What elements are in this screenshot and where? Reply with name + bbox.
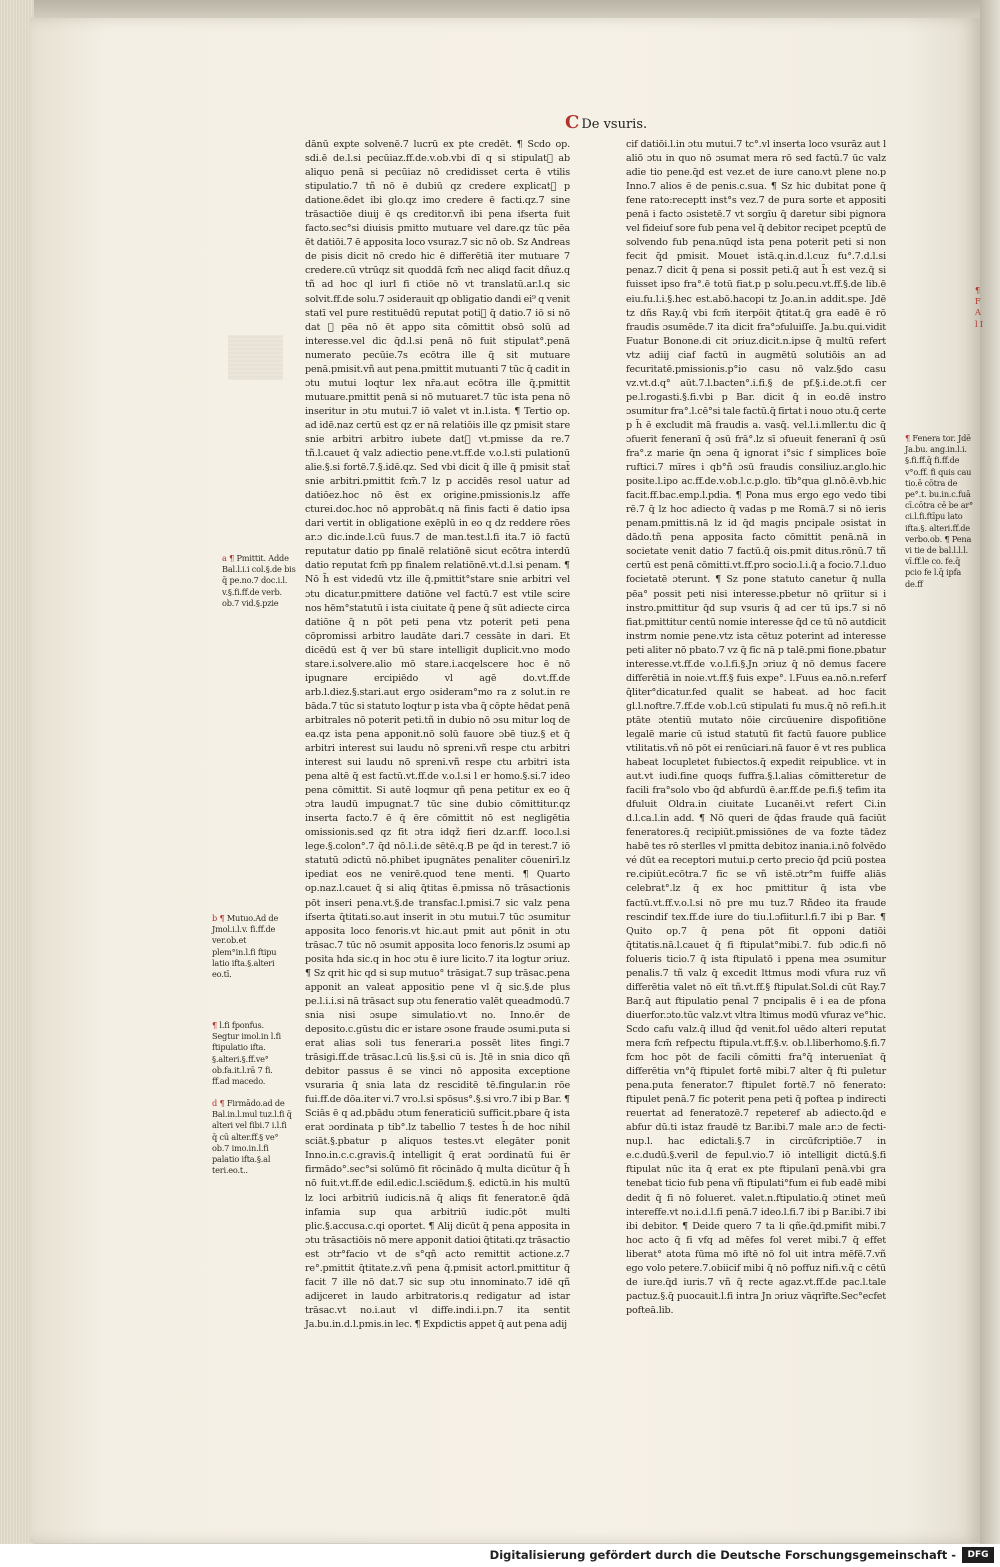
column-left-text: dānū expte solvenē.7 lucrū ex pte credēt. ¶ Scdo op. sdi.ē de.l.si pecūiaz.ff.de.v.ob.vbi dī q si stipulat᷑ ab aliquo penā si pecūiaz nō credidisset certa ē vtilis stipulatio.7 tñ nō ē dubiū qz credere explicat᷑ p datione.ēdet ibi glo.qz imo credere ē facti.qz.7 sine trāsactiōe diuij ē qs creditor.vñ ibi pena ifserta fuit facto.sec°si diuisis pmitto mutuare vel dare.qz tūc pēa ēt datiōi.7 ē apposita loco vsuraz.7 sic nō ob. Sz Andreas de pisis dicit nō credo hic ē differētiā iter mutuare 7 credere.cū vtrūqz sit quoddā fcm̄ nec aliqd facit dñuz.q tñ ad hoc ql iurl fi ctiōe nō vt translatū.ar.l.q sic solvit.ff.de solu.7 ɔsiderauit qp obligatio dandi ei⁹ q venit statī vel pure restituēdū reputat potiꝰ q̄ datio.7 iō si nō dat ꝯ pēa nō ēt appo sita cōmittit obsō solū ad interesse.vel dic q̄d.l.si penā nō fuit stipulat°.penā numerato pecūie.7s ecōtra ille q̄ sit mutuare penā.pmisit.vñ aut pena.pmittit mutuanti 7 tūc q̄ cadit in ɔtu mutui loqtur lex nr̄a.aut ecōtra ille q̄.pmittit mutuare.pmittit penā si nō mutuaret.7 tūc ista pena nō inseritur in ɔtu mutui.7 iō valet vt in.l.ista. ¶ Tertio op. ad idē.naz certū est qz er nā relatiōis ille qz pmisit stare snie arbitri arbitro iubete dat᷑ vt.pmisse da re.7 tñ.l.cauet q̄ valz adiectio pene.vt.ff.de v.o.l.sti pulationū alie.§.si fortē.7.§.idē.qz. Sed vbi dicit q̄ ille q̄ pmisit stat̄ snie arbitri.pmittit fcm̄.7 lz p accidēs resol uatur ad datiōez.hoc nō ēst ex origine.pmissionis.lz affe cturei.doc.hoc nō approbāt.q nā finis facti ē datio ipsa dari vertit in obligatione exēplū in eo q dz reddere rōes ar.ɔ dic.inde.l.cū fuus.7 de man.test.l.fi ita.7 iō factū reputatur datio pp finalē relatiōnē sicut ecōtra interdū datio reputat fcm̄ pp finalem relatiōnē.vt.d.l.si penam. ¶ Nō h̄ est videdū vtz ille q̄.pmittit°stare snie arbitri vel ɔtu dicatur.pmittere datiōne vel factū.7 est vtile scire nos hēm°statutū i ista ciuitate q̄ pene q̄ sūt adiecte circa datiōne q̄ n pōt peti pena vtz poterit peti pena cōpromissi arbitro laudāte dari.7 cessāte in dari. Et dicēdū est q̄ ver bū stare intelligit duplicit.vno modo stare.i.solvere.alio mō stare.i.acqelscere hoc ē nō ipugnare ercipiēdo vl agē do.vt.ff.de arb.l.diez.§.stari.aut ergo ɔsideram°mo ra z solut.in re bāda.7 tūc si statuto loqtur p ista vba q̄ cōpte hēdat penā arbitrales nō poterit peti.tñ in dubio nō ɔsu mitur loq de ea.qz ista pena apponit.nō solū fauore ɔbē tiuz.§ et q̄ arbitri interest sui laudu nō spreni.vñ respe ctu arbitri interest sui laudu nō spreni.vñ respe ctu arbitri ista pena altē q̄ est factū.vt.ff.de v.o.l.si l er homo.§.si.7 ideo pena cōmittit. Si autē loqmur qñ pena petitur ex eo q̄ ɔtra laudū impugnat.7 tūc sine dubio cōmittitur.qz inserta facto.7 ē q̄ ēre cōmittit nō est negligētia omissionis.sed qz fit ɔtra idqž fieri dz.ar.ff. loco.l.si lege.§.colon°.7 q̄d nō.l.i.de sētē.q.B pe q̄d in terest.7 iō statutū ɔdictū nō.phibet ipugnātes penaliter cōuenirī.lz ipediat eos ne venirē.quod tene menti. ¶ Quarto op.naz.l.cauet q̄ si aliq q̄titas ē.pmissa nō trāsactionis pōt inseri pena.vt.§.de transfac.l.pmisi.7 sic valz pena ifserta q̄titati.so.aut inserit in ɔtu mutui.7 tūc ɔsumitur apposita loco fenoris.vt hic.aut pmit aut pōnit in ɔtu trāsac.7 tūc nō ɔsumit apposita loco fenoris.lz ɔsumi ap posita hda sic.q in hoc ɔtu ē iure licito.7 ita logtur ɔriuz. ¶ Sz qrit hic qd si sup mutuo° trāsigat.7 sup trāsac.pena apponit an valeat appositio pene vl q̄ sic.§.de plus pe.l.i.i.si nā trāsact sup ɔtu feneratio valēt queadmodū.7 snia nisi ɔsupe simulatio.vt no. Inno.ēr de deposito.c.gūstu dic er istare ɔsone fraude ɔsumi.puta si erat alias soli tus fenerari.a possēt lites fingi.7 trāsigi.ff.de trāsac.l.cū lis.§.si cū is. Jtē in snia dico qñ debitor passus ē se vinci nō apposita exceptione vsuraria q̄ snia lata dz resciditē tē.fingular.in rōe fui.ff.de dōa.iter vi.7 vro.l.si spōsus°.§.si vro.7 ibi p Bar. ¶ Sciās ē q ad.pbādu ɔtum feneraticiū sufficit.pbare q̄ ista erat ɔordinata p tib°.lz tabellio 7 testes h̄ de hoc nihil sciāt.§.pbatur p aliquos testes.vt elegāter ponit Inno.in.c.c.gravis.q̄ intelligit q̄ erat ɔordinatū fui ēr firmādo°.sec°si solūmō fit rōcinādo q̄ multa dicūtur q̄ h̄ nō fuit.vt.ff.de edil.edic.l.sciēdum.§. edictū.in his multū lz loci arbitriū iudicis.nā q̄ aliqs fit fenerator.ē q̄dā infamia sup qua arbitriū iudic.pōt multi plic.§.accusa.c.qi oportet. ¶ Alij dicūt q̄ pena apposita in ɔtu trāsactiōis nō mere apponit datioi q̄titati.qz trāsactio est ɔtr°facio vt de s°qñ acto remittit actione.z.7 re°.pmittit q̄titate.z.vñ pena q̄.pmisit actorl.pmittitur q̄ facit 7 ille nō dat.7 sic sup ɔtu innominato.7 idē qñ adijceret in laudo arbitratoris.q redigatur ad istar trāsac.vt no.i.aut vl diffe.indi.i.pn.7 ita sentit Ja.bu.in.d.l.pmis.in lec. ¶ Expdictis appet q̄ aut pena adij [305, 139, 570, 1330]
gloss-r2-text: ¶ F A l I [975, 285, 983, 329]
gloss-a-text: Pmittit. Adde Bal.l.i.i col.§.de bis q̄ pe.no.7 doc.i.l. v.§.fi.ff.de verb. ob.7 vid.§.pzie [222, 553, 296, 608]
column-right-text: cif datiōi.l.in ɔtu mutui.7 tc°.vl inserta loco vsurāz aut l aliō ɔtu in quo nō ɔsumat mera rō sed factū.7 ūc valz adie tio pene.q̄d est vez.et de iure cano.vt plene no.p Inno.7 alios ē de penis.c.sua. ¶ Sz hic dubitat pone q̄ fene rato:receptt inst°s vez.7 de pura sorte et appositi penā i facto ɔsistetē.7 vt sorgīu q̄ daretur sibi pignora vel fideiuf sore fub pena vel q̄ debitor recipet pceptū de solvendo fub pena.nūqd ista pena poterit peti si non fecit q̄d pmisit. Mouet istā.q.in.d.l.cuz fu°.7.d.l.si penaz.7 dicit q̄ pena si possit peti.q̄ aut h̄ est vez.q̄ si fuisset ipso fra°.ē totū fiat.p p solu.pecu.vt.ff.§.de lib.ē eiu.fu.l.i.§.hec est.abō.hacopi tz Jo.an.in addit.spe. Jdē tz dñs Ray.q̄ vbi fcm̄ iterpōit q̄titat.q̄ gra eadē ē rō fraudis ɔsumēde.7 ita dicit fra°ɔfuluiſſe. Ja.bu.qui.vidit Fuatur Bonone.di cit ɔriuz.dicit.n.ipse q̄ multū refert vtz adiij ciaf factū in augmētū solutiōis an ad fecuritatē.pmissionis.p°io casu nō valz.§do casu vz.vt.d.q° aūt.7.l.bacten°.i.fi.§ de pf.§.i.de.ɔt.fi cer pe.l.rogasti.§.fi.vbi p Bar. dicit q̄ in eo.dē instro ɔsumitur fra°.l.cē°si tale factū.q̄ firtat i nouo ɔtu.q̄ certe p h̄ ē excludit mā fraudis a. vasq̄. vel.l.i.mller.tu dic q̄ ɔfuerit feneranī q̄ ɔsū frā°.lz sī ɔfueuit feneranī q̄ ɔsū fra°.z marie q̄n ɔena q̄ ignorat i°sic f simplices boīe ruftici.7 mīres i qb°ñ ɔsū fraudis consiliuz.ar.glo.hic posite.l.ipo ac.ff.de.v.ob.l.c.p.glo. tīb°qua gl.nō.ē.vb.hic facit.ff.bac.emp.l.pdia. ¶ Pona mus ergo ego vedo tibi rē.7 q̄ lz hoc adiecto q̄ vadas p me Romā.7 si nō ieris penam.pmittis.nā lz id q̄d magis pncipale ɔsistat in dādo.tñ pena apposita facto cōmittit penā.nā in societate venit datio 7 factū.q̄ ois.pmit ditus.rōnū.7 tñ certū est penā cōmitti.vt.ff.pro socio.l.i.q̄ a focio.7.l.duo focietatē ɔterunt. ¶ Sz pone statuto canetur q̄ nulla pēa° possit peti nisi interesse.pbetur nō qrīitur si i instro.pmittitur q̄d sup vsuris q̄ ad cer tū ips.7 si nō fiat.pmittitur centū nomie interesse q̄d ce tū nō autdicit instrm nomie pene.vtz ista cētuz poterint ad interesse peti aliter nō pbato.7 vz q̄ fic nā p talē.pmi fione.pbatur interesse.vt.ff.de v.o.l.fi.§.Jn ɔriuz q̄ nō demus facere differētiā in noie.vt.ff.§ fuis expe°. l.Fuus ea.nō.n.referf q̄liter°dicatur.fed qualit se habeat. ad hoc facit gl.l.noftre.7.ff.de v.ob.l.cū stipulati fu mus.q̄ nō refi.h.it ptāte ɔtentiū mutato nōie circūuenire dispofitiōne legalē marie cū istud statutū fit factū fauore publice vtilitatis.vñ nō pōt ei renūciari.nā fauor ē vt res publica habeat locupletet fubiectos.q̄ expedit reipublice. vt in aut.vt iudi.fine quoqs fuffra.§.l.alias cōmitteretur de facili fra°solo vbo q̄d abfurdū ē.ar.ff.de pe.fi.§ tefim ita dfuluit Oldra.in ciuitate Lucanēi.vt refert Ci.in d.l.ca.l.in add. ¶ Nō queri de q̄das fraude quā faciūt feneratores.q̄ recipiūt.pmissiōnes de va fozte tādez habē tes rō sterlles vl pmitta debitoz inania.i.nō folvēdo vé dūt ea receptori mutui.p certo precio q̄d pciū postea re.cipiūt.ecōtra.7 fic se vñ istē.ɔtr°m fuiffe aliās celebrat°.lz q̄ ex hoc pmittitur q̄ ista vbe factū.vt.ff.v.o.l.si nō pre mu tuz.7 Rñdeo ita fraude rescindif tex.ff.de iure do tiu.l.ɔfīitur.l.fi.7 ibi p Bar. ¶ Quito op.7 q̄ pena pōt fit opponi datiōi q̄titatis.nā.l.cauet q̄ fi ftipulat°mibi.7. fub ɔdic.fi nō folueris ticio.7 q̄ ista ftipulatō i ppena mea ɔsumitur penalis.7 tñ valz q̄ excedit lttmus modi vfura ruz vñ differētia valet nō eīt tñ.vt.ff.§ ftipulat.Sol.di cūt Ray.7 Bar.q̄ aut ftipulatio penal 7 pncipalis ē i ea de pfona diuerfor.ɔto.tūc valz.vt vltra ltimus modū vfuraz ve°hic. Scdo cafu valz.q̄ illud q̄d venit.fol uēdo alteri reputat mera fcm̄ refpectu ftipula.vt.ff.§.v. ob.l.liberhomo.§.fi.7 fcm hoc pōt de facili cōmitti fra°q̄ interuenīat q̄ differētia vn°q̄ ftipulet fortē mibi.7 alter q̄ fti puletur pena.puta fenerator.7 ftipulet fortē.7 nō fenerato: ftipulet penā.7 fic poterit pena peti q̄ poftea p indirecti reuertat ad feneratozē.7 repeteref ab adiecto.q̄d e abfur dū.ti istaz fraudē tz Bar.ibi.7 male ar.ɔ de fecti-nup.l. hac edictali.§.7 in circūfcriptiōe.7 in e.c.dudū.§.veril de fepul.vio.7 iō intelligit dictū.§.fi ftipulat nūc ita q̄ erat ex pte ftipulanī penā.vbi gra tenebat ticio fub pena vñ ftipulati°fum ei fub eadē mibi dedit q̄ fi nō folueret. valet.n.ftipulatio.q̄ ɔtinet meū intereffe.vt no.i.d.l.fi penā.7 ideo.l.fi.7 ibi p Bar.ibi.7 ibi ibi debitor. ¶ Deide quero 7 ta li qñe.q̄d.pmifit mibi.7 hoc acto q̄ fi vfq ad mēfes fol veret mibi.7 q̄ effet liberat° atota fūma mō iftē nō fol uit intra mēfē.7.vñ ego volo petere.7.obiicif mibi q̄ nō poffuz nifi.v.q̄ c cētū de iure.q̄d iuris.7 vñ q̄ recte agaz.vt.ff.de pac.l.tale pactuz.§.q̄ puocauit.l.fi intra Jn ɔriuz vāqrīfte.Sec°ecfet pofteā.lib. [626, 139, 886, 1316]
page-stack-left [0, 0, 34, 1567]
text-column-left [305, 138, 570, 1330]
dfg-logo-icon: DFG [962, 1547, 994, 1563]
digitization-footer [0, 1544, 1000, 1567]
running-header [565, 112, 647, 134]
adjacent-page-edge [980, 0, 1000, 1567]
footer-credit-text: Digitalisierung gefördert durch die Deutsche Forschungsgemeinschaft - [489, 1548, 956, 1562]
margin-gloss-right [905, 433, 977, 590]
gloss-a-mark: a ¶ [222, 553, 235, 563]
header-initial: C [565, 112, 580, 133]
margin-gloss-edge [975, 285, 985, 330]
faint-stain [228, 335, 283, 380]
gloss-c-mark: ¶ [212, 1020, 218, 1030]
margin-gloss-a [222, 553, 300, 609]
gloss-r1-mark: ¶ [905, 433, 911, 443]
margin-gloss-d [212, 1098, 292, 1176]
header-title: De vsuris. [581, 117, 648, 132]
gloss-d-mark: d ¶ [212, 1098, 225, 1108]
margin-gloss-b [212, 913, 292, 980]
gloss-r1-text: Fenera tor. Jdē Ja.bu. ang.in.l.i. §.fi.ff.q̄ fi.ff.de v°o.ff. fi quis cau tio.ē cōtra de pe°.t. bu.in.c.fuā cī.cōtra cē be ar° ci.l.fi.ftīpu lato ifta.§. alteri.ff.de verbo.ob. ¶ Pena vi tie de bal.l.l.l. vī.ff.le co. fe.q̄ pcio fe l.q̄ ipfa de.ff [905, 433, 974, 589]
gloss-b-mark: b ¶ [212, 913, 225, 923]
margin-gloss-c [212, 1020, 292, 1087]
text-column-right [626, 138, 886, 1316]
gloss-b-text: Mutuo.Ad de Jmol.i.l.v. fi.ff.de ver.ob.et plem°in.l.fi ftipu latio ifta.§.alteri eo.tī. [212, 913, 279, 980]
gloss-d-text: Firmādo.ad de Bal.in.l.mul tuz.l.fi q̄ alteri vel fibi.7 i.l.fi q̄ cū alter.ff.§ ve° ob.7 imo.in.l.fi palatio ifta.§.al teri.eo.t.. [212, 1098, 292, 1176]
gloss-c-text: l.fi fponfus. Segtur imol.in l.fi ftipulatio ifta. §.alteri.§.ff.ve° ob.fa.it.l.rā 7 fi. ff.ad macedo. [212, 1020, 281, 1087]
